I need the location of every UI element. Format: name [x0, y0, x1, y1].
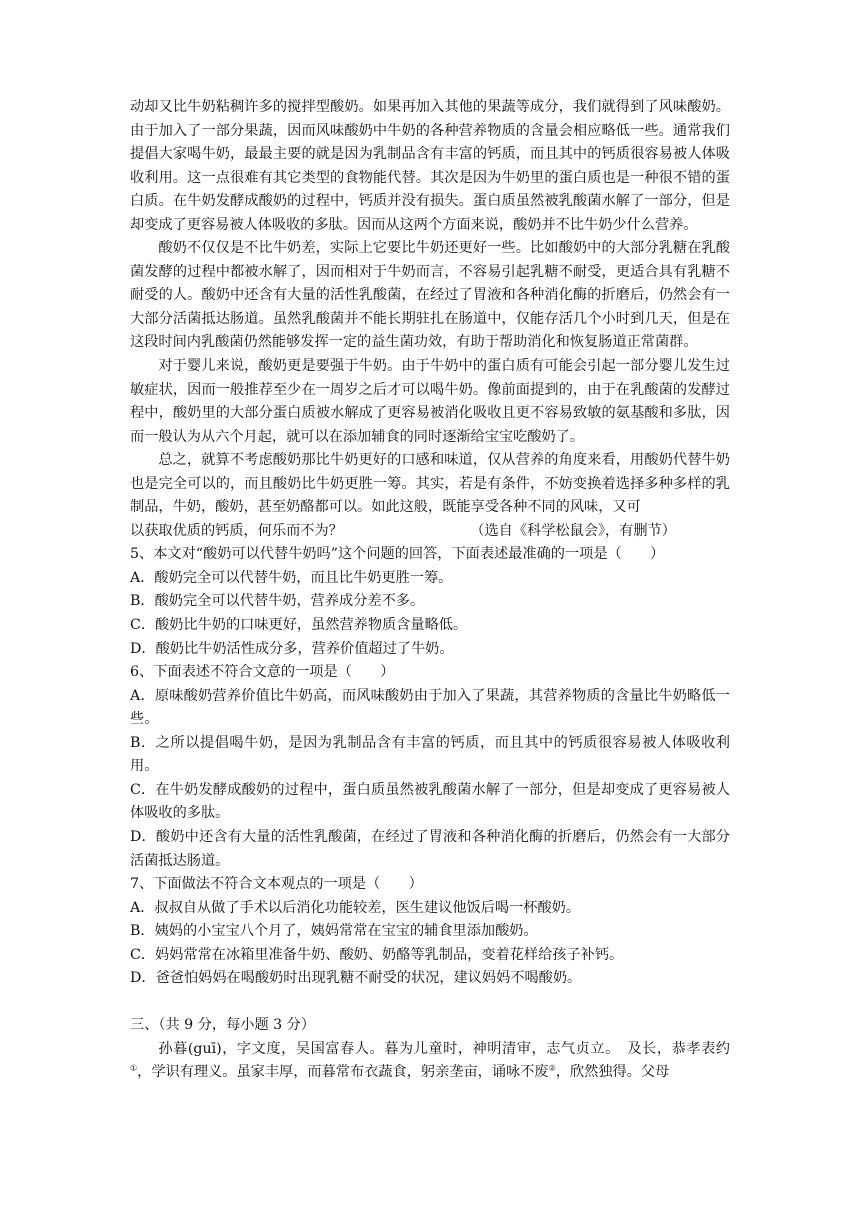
question-5-option-d: D．酸奶比牛奶活性成分多，营养价值超过了牛奶。 — [130, 640, 454, 657]
passage-text-c: ，欣然独得。父母 — [555, 1064, 670, 1081]
question-6-option-c: C．在牛奶发酵成酸奶的过程中，蛋白质虽然被乳酸菌水解了一部分，但是却变成了更容易被人体吸收的多肽。 — [130, 781, 730, 822]
section-3-heading: 三、（共 9 分，每小题 3 分） — [130, 1017, 316, 1034]
question-6-option-b: B．之所以提倡喝牛奶，是因为乳制品含有丰富的钙质，而且其中的钙质很容易被人体吸收利用。 — [130, 734, 730, 775]
article-paragraph-2: 酸奶不仅仅是不比牛奶差，实际上它要比牛奶还更好一些。比如酸奶中的大部分乳糖在乳酸菌发酵的过程中都被水解了，因而相对于牛奶而言，不容易引起乳糖不耐受，更适合具有乳糖不耐受的人。酸奶中还含有大量的活性乳酸菌，在经过了胃液和各种消化酶的折磨后，仍然会有一大部分活菌抵达肠道。虽然乳酸菌并不能长期驻扎在肠道中，仅能存活几个小时到几天，但是在这段时间内乳酸菌仍然能够发挥一定的益生菌功效，有助于帮助消化和恢复肠道正常菌群。 — [130, 240, 730, 351]
question-7-option-a: A．叔叔自从做了手术以后消化功能较差，医生建议他饭后喝一杯酸奶。 — [130, 899, 581, 916]
question-6-option-a: A．原味酸奶营养价值比牛奶高，而风味酸奶由于加入了果蔬，其营养物质的含量比牛奶略低一些。 — [130, 687, 730, 728]
question-5-option-a: A．酸奶完全可以代替牛奶，而且比牛奶更胜一筹。 — [130, 569, 453, 586]
question-7-stem: 7、下面做法不符合文本观点的一项是（ ） — [130, 876, 423, 893]
question-5-option-b: B．酸奶完全可以代替牛奶，营养成分差不多。 — [130, 593, 425, 610]
question-5-option-c: C．酸奶比牛奶的口味更好，虽然营养物质含量略低。 — [130, 617, 468, 634]
section-spacer — [130, 991, 730, 1015]
section-3-passage — [130, 1038, 730, 1085]
article-paragraph-4-ending: 以获取优质的钙质，何乐而不为？ — [130, 522, 343, 539]
passage-text-a: 孙暮(guī)，字文度，吴国富春人。暮为儿童时，神明清审，志气贞立。 及长，恭孝表约 — [158, 1040, 730, 1057]
question-7-option-d: D．爸爸怕妈妈在喝酸奶时出现乳糖不耐受的状况，建议妈妈不喝酸奶。 — [130, 970, 582, 987]
question-5-stem: 5、本文对“酸奶可以代替牛奶吗”这个问题的回答，下面表述最准确的一项是（ ） — [130, 546, 665, 563]
footnote-marker-2: ② — [548, 1063, 556, 1073]
article-source: （选自《科学松鼠会》，有删节） — [470, 522, 676, 539]
question-7-option-c: C．妈妈常常在冰箱里准备牛奶、酸奶、奶酪等乳制品，变着花样给孩子补钙。 — [130, 946, 624, 963]
passage-text-b: ，学识有理义。虽家丰厚，而暮常布衣蔬食，躬亲垄亩，诵咏不废 — [137, 1064, 549, 1081]
question-6-option-d: D．酸奶中还含有大量的活性乳酸菌，在经过了胃液和各种消化酶的折磨后，仍然会有一大部分活菌抵达肠道。 — [130, 828, 730, 869]
article-paragraph-3: 对于婴儿来说，酸奶更是要强于牛奶。由于牛奶中的蛋白质有可能会引起一部分婴儿发生过敏症状，因而一般推荐至少在一周岁之后才可以喝牛奶。像前面提到的，由于在乳酸菌的发酵过程中，酸奶里的大部分蛋白质被水解成了更容易被消化吸收且更不容易致敏的氨基酸和多肽，因而一般认为从六个月起，就可以在添加辅食的同时逐渐给宝宝吃酸奶了。 — [130, 358, 730, 445]
article-paragraph-4: 总之，就算不考虑酸奶那比牛奶更好的口感和味道，仅从营养的角度来看，用酸奶代替牛奶也是完全可以的，而且酸奶比牛奶更胜一筹。其实，若是有条件，不妨变换着选择多种多样的乳制品，牛奶，酸奶，甚至奶酪都可以。如此这般，既能享受各种不同的风味，又可 — [130, 452, 730, 516]
article-paragraph-4-last-line — [130, 520, 730, 544]
question-7-option-b: B．姨妈的小宝宝八个月了，姨妈常常在宝宝的辅食里添加酸奶。 — [130, 923, 538, 940]
article-paragraph-1: 动却又比牛奶粘稠许多的搅拌型酸奶。如果再加入其他的果蔬等成分，我们就得到了风味酸奶。由于加入了一部分果蔬，因而风味酸奶中牛奶的各种营养物质的含量会相应略低一些。通常我们提倡大家喝牛奶，最最主要的就是因为乳制品含有丰富的钙质，而且其中的钙质很容易被人体吸收利用。这一点很难有其它类型的食物能代替。其次是因为牛奶里的蛋白质也是一种很不错的蛋白质。在牛奶发酵成酸奶的过程中，钙质并没有损失。蛋白质虽然被乳酸菌水解了一部分，但是却变成了更容易被人体吸收的多肽。因而从这两个方面来说，酸奶并不比牛奶少什么营养。 — [130, 99, 730, 233]
footnote-marker-1: ① — [130, 1063, 138, 1073]
question-6-stem: 6、下面表述不符合文意的一项是（ ） — [130, 664, 395, 681]
document-page — [130, 96, 730, 1085]
